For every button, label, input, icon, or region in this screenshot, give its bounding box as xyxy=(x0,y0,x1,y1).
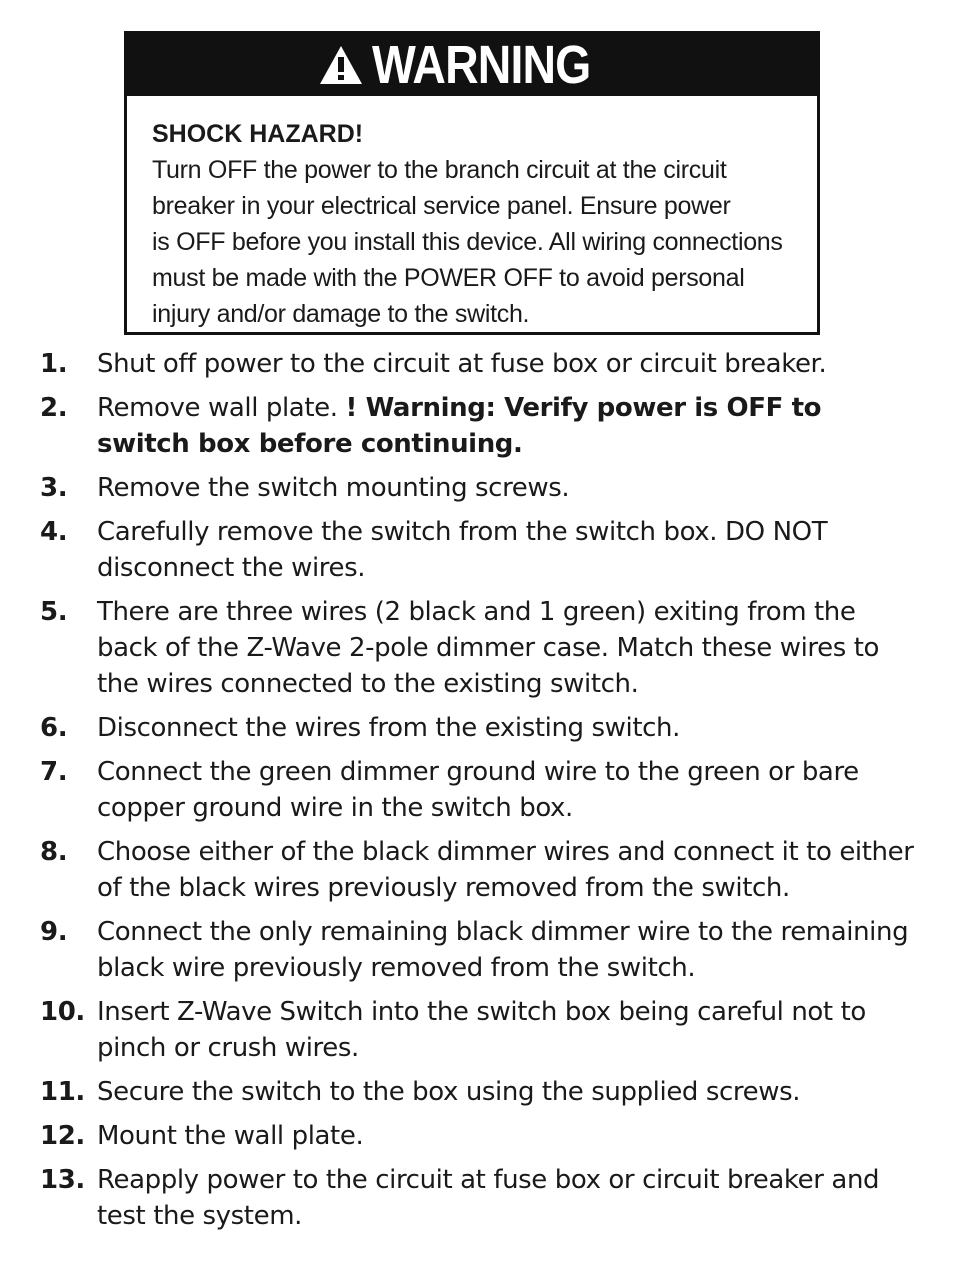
step-number: 5. xyxy=(40,597,68,627)
step-text xyxy=(97,914,920,986)
step-text xyxy=(97,834,920,906)
warning-title: WARNING xyxy=(372,35,591,95)
step-text-regular: Disconnect the wires from the existing switch. xyxy=(97,713,680,743)
step-text xyxy=(97,470,920,506)
step-9 xyxy=(40,914,920,986)
warning-body xyxy=(127,96,817,332)
step-text-regular: Connect the green dimmer ground wire to the green or bare copper ground wire in the switch box. xyxy=(97,757,859,823)
step-text-regular: There are three wires (2 black and 1 green) exiting from the back of the Z-Wave 2-pole dimmer case. Match these wires to the wires connected to the existing switch. xyxy=(97,597,880,699)
step-12 xyxy=(40,1118,920,1154)
warning-box xyxy=(124,31,820,335)
warning-text: Turn OFF the power to the branch circuit at the circuit breaker in your electrical service panel. Ensure power is OFF before you install this device. All wiring connections must be made with the POWER OFF to avoid personal injury and/or damage to the switch. xyxy=(152,156,783,328)
step-number: 12. xyxy=(40,1121,85,1151)
step-text-regular: Remove the switch mounting screws. xyxy=(97,473,570,503)
step-text xyxy=(97,994,920,1066)
step-number: 3. xyxy=(40,473,68,503)
step-3 xyxy=(40,470,920,506)
step-6 xyxy=(40,710,920,746)
step-number: 11. xyxy=(40,1077,85,1107)
step-number: 6. xyxy=(40,713,68,743)
step-text xyxy=(97,1162,920,1234)
step-text-regular: Shut off power to the circuit at fuse box or circuit breaker. xyxy=(97,349,827,379)
step-text-regular: Connect the only remaining black dimmer wire to the remaining black wire previously removed from the switch. xyxy=(97,917,909,983)
step-text-regular: Secure the switch to the box using the supplied screws. xyxy=(97,1077,801,1107)
step-text xyxy=(97,710,920,746)
step-text-regular: Mount the wall plate. xyxy=(97,1121,364,1151)
step-text-regular: Insert Z-Wave Switch into the switch box being careful not to pinch or crush wires. xyxy=(97,997,866,1063)
step-number: 1. xyxy=(40,349,68,379)
step-4 xyxy=(40,514,920,586)
warning-triangle-icon xyxy=(318,44,364,86)
step-7 xyxy=(40,754,920,826)
step-text xyxy=(97,594,920,702)
step-text-regular: Remove wall plate. xyxy=(97,393,346,423)
step-1 xyxy=(40,346,920,382)
step-number: 8. xyxy=(40,837,68,867)
step-text xyxy=(97,1074,920,1110)
step-number: 10. xyxy=(40,997,85,1027)
warning-heading: SHOCK HAZARD! xyxy=(152,120,364,148)
instruction-steps xyxy=(40,346,920,1242)
step-number: 7. xyxy=(40,757,68,787)
step-text xyxy=(97,754,920,826)
step-number: 9. xyxy=(40,917,68,947)
step-5 xyxy=(40,594,920,702)
warning-header xyxy=(127,34,817,96)
step-text-regular: Carefully remove the switch from the switch box. DO NOT disconnect the wires. xyxy=(97,517,828,583)
step-text xyxy=(97,390,920,462)
step-warning-bold: ! Warning: Verify power is OFF to switch box before continuing. xyxy=(97,393,822,459)
step-8 xyxy=(40,834,920,906)
step-2 xyxy=(40,390,920,462)
step-number: 2. xyxy=(40,393,68,423)
step-text xyxy=(97,346,920,382)
step-11 xyxy=(40,1074,920,1110)
step-13 xyxy=(40,1162,920,1234)
step-number: 4. xyxy=(40,517,68,547)
step-number: 13. xyxy=(40,1165,85,1195)
step-text xyxy=(97,1118,920,1154)
step-10 xyxy=(40,994,920,1066)
step-text-regular: Reapply power to the circuit at fuse box or circuit breaker and test the system. xyxy=(97,1165,880,1231)
step-text xyxy=(97,514,920,586)
step-text-regular: Choose either of the black dimmer wires and connect it to either of the black wires previously removed from the switch. xyxy=(97,837,914,903)
